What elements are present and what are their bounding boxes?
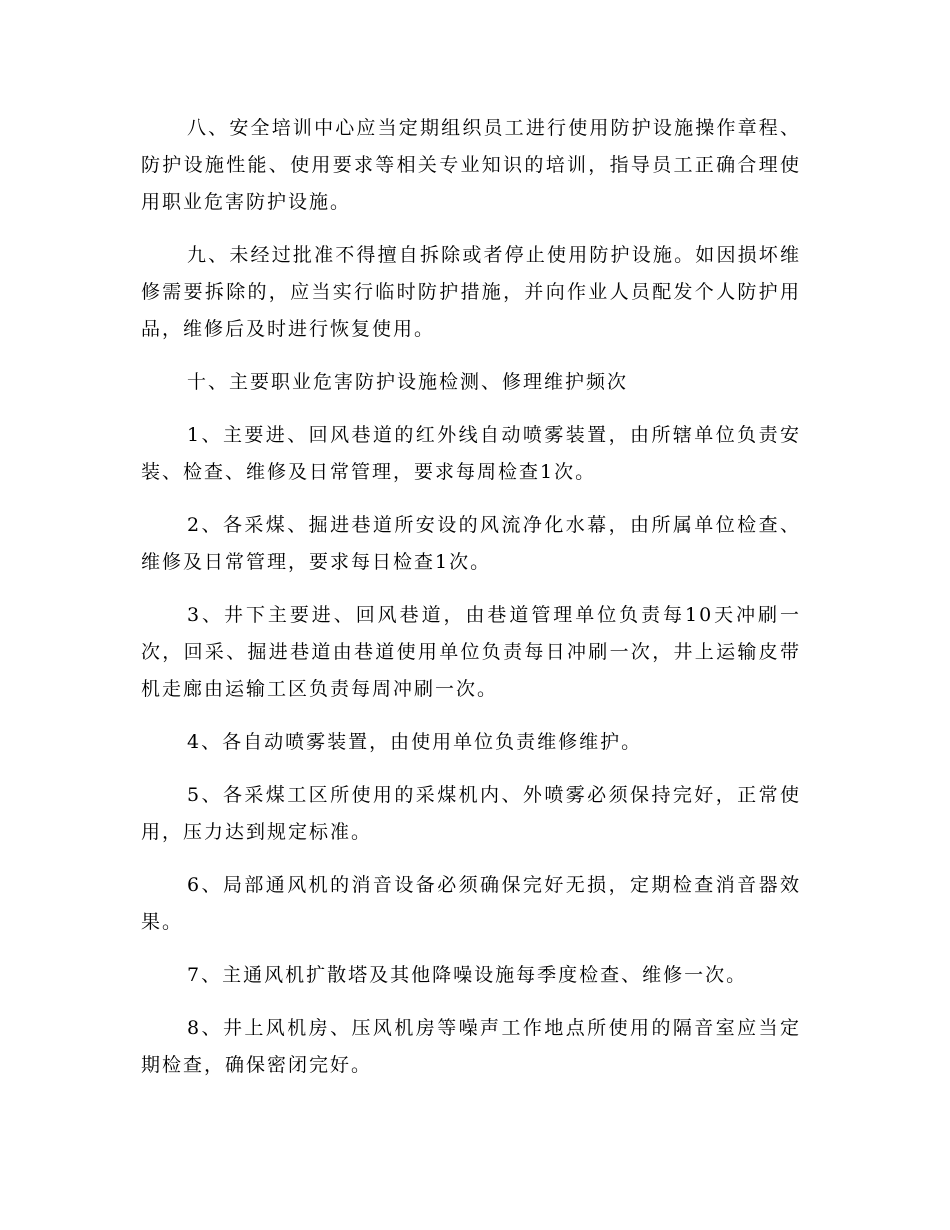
paragraph-9-no-removal: 九、未经过批准不得擅自拆除或者停止使用防护设施。如因损坏维修需要拆除的，应当实行临时防护措施，并向作业人员配发个人防护用品，维修后及时进行恢复使用。 xyxy=(141,244,801,340)
list-item-2-water-curtain: 2、各采煤、掘进巷道所安设的风流净化水幕，由所属单位检查、维修及日常管理，要求每日检查1次。 xyxy=(141,514,801,573)
list-item-5-shearer-spray: 5、各采煤工区所使用的采煤机内、外喷雾必须保持完好，正常使用，压力达到规定标准。 xyxy=(141,784,801,843)
list-item-6-fan-silencer: 6、局部通风机的消音设备必须确保完好无损，定期检查消音器效果。 xyxy=(141,874,801,933)
paragraph-8-training: 八、安全培训中心应当定期组织员工进行使用防护设施操作章程、防护设施性能、使用要求等相关专业知识的培训，指导员工正确合理使用职业危害防护设施。 xyxy=(141,117,801,213)
list-item-1-infrared-spray: 1、主要进、回风巷道的红外线自动喷雾装置，由所辖单位负责安装、检查、维修及日常管理，要求每周检查1次。 xyxy=(141,424,801,483)
list-item-8-soundproof-room: 8、井上风机房、压风机房等噪声工作地点所使用的隔音室应当定期检查，确保密闭完好。 xyxy=(141,1017,801,1076)
list-item-7-main-fan-tower: 7、主通风机扩散塔及其他降噪设施每季度检查、维修一次。 xyxy=(187,964,748,986)
document-body xyxy=(141,110,801,1100)
list-item-4-auto-spray: 4、各自动喷雾装置，由使用单位负责维修维护。 xyxy=(187,731,643,753)
list-item-3-roadway-flushing: 3、井下主要进、回风巷道，由巷道管理单位负责每10天冲刷一次，回采、掘进巷道由巷道使用单位负责每日冲刷一次，井上运输皮带机走廊由运输工区负责每周冲刷一次。 xyxy=(141,604,801,700)
paragraph-10-maintenance-heading: 十、主要职业危害防护设施检测、修理维护频次 xyxy=(187,371,629,393)
